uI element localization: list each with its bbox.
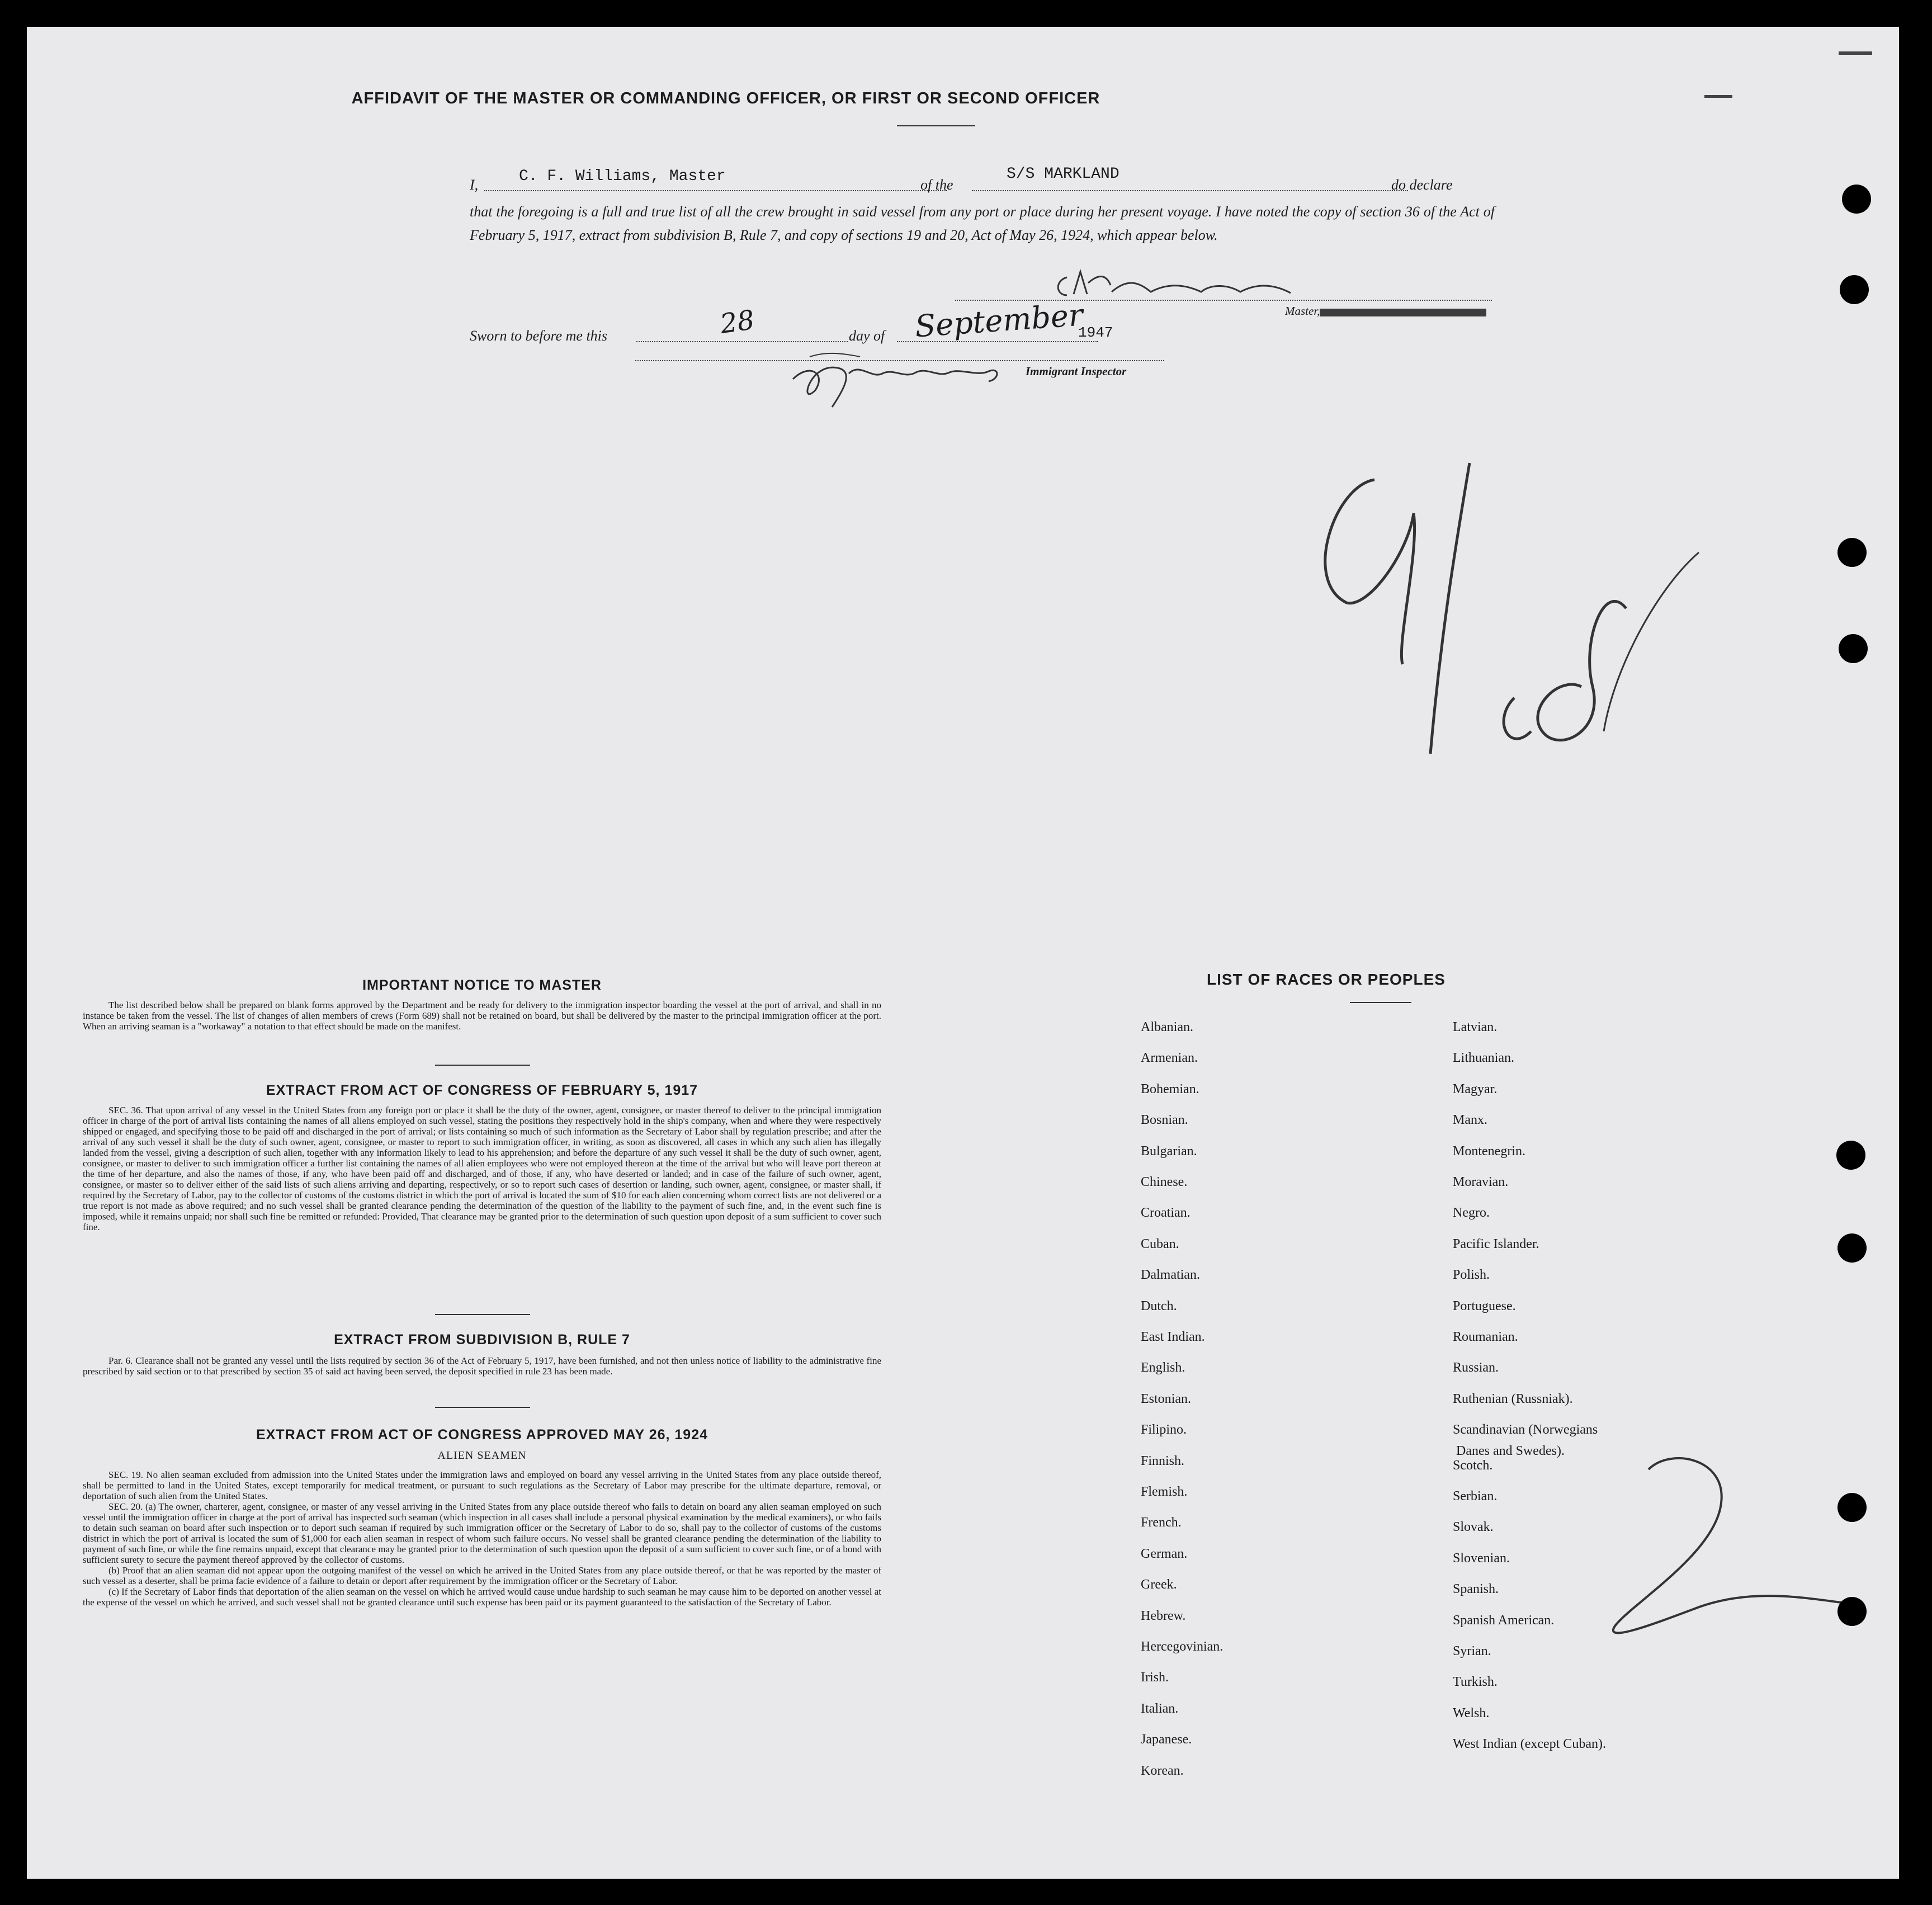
race-item: Pacific Islander.	[1453, 1236, 1539, 1251]
race-item: German.	[1141, 1546, 1188, 1561]
corner-mark-2	[1704, 95, 1732, 98]
notice-text	[83, 1000, 881, 1032]
handwritten-count-mark	[1581, 1436, 1872, 1654]
race-item: Irish.	[1141, 1670, 1169, 1685]
sworn-label: Sworn to before me this	[470, 328, 608, 344]
race-item: Russian.	[1453, 1360, 1499, 1375]
master-signature	[1045, 261, 1313, 311]
race-item: English.	[1141, 1360, 1185, 1375]
day-of-label: day of	[849, 328, 885, 344]
race-item: Filipino.	[1141, 1422, 1187, 1438]
race-item: Negro.	[1453, 1206, 1490, 1221]
race-item: West Indian (except Cuban).	[1453, 1737, 1606, 1752]
race-item: Flemish.	[1141, 1485, 1188, 1499]
binder-hole	[1842, 185, 1871, 214]
extract-1924-text	[83, 1469, 881, 1608]
race-item-continued: Danes and Swedes).	[1456, 1443, 1565, 1458]
extract-1917-text	[83, 1105, 881, 1232]
race-item: Dalmatian.	[1141, 1268, 1200, 1283]
race-item: East Indian.	[1141, 1330, 1205, 1344]
race-item: Turkish.	[1453, 1675, 1498, 1690]
notice-rule	[435, 1065, 530, 1066]
race-item: Finnish.	[1141, 1453, 1185, 1468]
vessel-name-field: S/S MARKLAND	[1007, 166, 1119, 183]
race-item: Spanish.	[1453, 1582, 1499, 1597]
extract-1917-rule	[435, 1314, 530, 1315]
race-item: Italian.	[1141, 1701, 1179, 1716]
race-item: Bulgarian.	[1141, 1143, 1197, 1159]
race-item: Scotch.	[1453, 1458, 1493, 1473]
race-item: Slovenian.	[1453, 1551, 1510, 1566]
section-20c-paragraph: (c) If the Secretary of Labor finds that deportation of the alien seaman on the vessel on which he arrived would cause undue hardship to such seaman he may cause him to be deported on another vessel at the expense of the vessel on which he arrived, and such vessel shall not be granted clearance until such expense has been paid or its payment guaranteed to the satisfaction of the Secretary of Labor.	[83, 1586, 881, 1608]
document-sheet	[27, 27, 1899, 1879]
race-item: Syrian.	[1453, 1644, 1491, 1658]
race-item: Armenian.	[1141, 1051, 1198, 1066]
race-item: Albanian.	[1141, 1020, 1193, 1034]
race-item: Montenegrin.	[1453, 1143, 1525, 1159]
race-item: Polish.	[1453, 1268, 1490, 1283]
race-item: Greek.	[1141, 1577, 1177, 1592]
notice-paragraph: The list described below shall be prepared on blank forms approved by the Department and be ready for delivery to the immigration inspector boarding the vessel at the port of arrival, and shall in no instance be taken from the vessel. The list of changes of alien members of crews (Form 689) shall not be retained on board, but shall be delivered by the master to the principal immigration officer at the port. When an arriving seaman is a "workaway" a notation to that effect should be made on the manifest.	[83, 1000, 881, 1032]
race-item: Manx.	[1453, 1113, 1487, 1128]
binder-hole	[1836, 1141, 1865, 1170]
race-item: Magyar.	[1453, 1081, 1498, 1096]
extract-rule7-title: EXTRACT FROM SUBDIVISION B, RULE 7	[334, 1332, 630, 1348]
affidavit-title: AFFIDAVIT OF THE MASTER OR COMMANDING OFFICER, OR FIRST OR SECOND OFFICER	[351, 89, 1100, 107]
extract-rule7-text	[83, 1355, 881, 1377]
race-item: Chinese.	[1141, 1175, 1188, 1189]
name-line	[484, 190, 947, 191]
race-item: Dutch.	[1141, 1298, 1177, 1313]
handwritten-date-mark	[1313, 441, 1738, 787]
race-item: Lithuanian.	[1453, 1051, 1514, 1066]
inspector-label: Immigrant Inspector	[1026, 365, 1127, 378]
alien-seamen-subtitle: ALIEN SEAMEN	[437, 1449, 527, 1462]
rule-7-paragraph: Par. 6. Clearance shall not be granted any vessel until the lists required by section 36 of the Act of February 5, 1917, have been furnished, and not then unless notice of liability to the administrative fine prescribed by said section or to that prescribed by section 35 of said act having been served, the deposit specified in rule 23 has been made.	[83, 1355, 881, 1377]
extract-1917-title: EXTRACT FROM ACT OF CONGRESS OF FEBRUARY 5, 1917	[266, 1083, 698, 1098]
race-item: Estonian.	[1141, 1391, 1191, 1406]
extract-1924-title: EXTRACT FROM ACT OF CONGRESS APPROVED MAY 26, 1924	[256, 1427, 708, 1443]
section-19-paragraph: SEC. 19. No alien seaman excluded from admission into the United States under the immigration laws and employed on board any vessel arriving in the United States from any place outside thereof, shall be permitted to land in the United States, except temporarily for medical treatment, or pursuant to such regulations as the Secretary of Labor may prescribe for the ultimate departure, removal, or deportation of such alien from the United States.	[83, 1469, 881, 1501]
affidavit-i-label: I,	[470, 177, 479, 193]
race-item: Hebrew.	[1141, 1608, 1186, 1623]
race-item: Latvian.	[1453, 1020, 1498, 1034]
race-item: French.	[1141, 1515, 1182, 1530]
binder-hole	[1840, 275, 1869, 304]
race-item: Ruthenian (Russniak).	[1453, 1391, 1573, 1406]
race-item: Croatian.	[1141, 1206, 1191, 1221]
race-item: Korean.	[1141, 1763, 1184, 1778]
race-item: Cuban.	[1141, 1236, 1179, 1251]
race-item: Portuguese.	[1453, 1298, 1516, 1313]
extract-rule7-rule	[435, 1407, 530, 1408]
notice-title: IMPORTANT NOTICE TO MASTER	[362, 977, 602, 993]
race-item: Spanish American.	[1453, 1613, 1555, 1628]
binder-hole	[1837, 1233, 1867, 1263]
race-item: Bohemian.	[1141, 1081, 1199, 1096]
master-name-field: C. F. Williams, Master	[519, 168, 726, 185]
section-36-paragraph: SEC. 36. That upon arrival of any vessel in the United States from any foreign port or place it shall be the duty of the owner, agent, consignee, or master thereof to deliver to the principal immigration officer in charge of the port of arrival lists containing the names of all aliens employed on such vessel, stating the positions they respectively hold in the ship's company, when and where they were respectively shipped or engaged, and specifying those to be paid off and discharged in the port of arrival; or lists containing so much of such information as the Secretary of Labor shall by regulation prescribe; and after the arrival of any such vessel it shall be the duty of such owner, agent, consignee, or master to report to such immigration officer, in writing, as soon as discovered, all cases in which any such alien has illegally landed from the vessel, giving a description of such alien, together with any information likely to lead to his apprehension; and before the departure of any such vessel it shall be the duty of such owner, agent, consignee, or master to deliver to such immigration officer a further list containing the names of all alien employees who were not employed thereon at the time of the arrival but who will leave port thereon at the time of her departure, and also the names of those, if any, who have been paid off and discharged, and of those, if any, who have deserted or landed; and in case of the failure of such owner, agent, consignee, or master so to deliver either of the said lists of such aliens arriving and departing, respectively, or so to report such cases of desertion or landing, such owner, agent, consignee, or master shall, if required by the Secretary of Labor, pay to the collector of customs of the customs district in which the port of arrival is located the sum of $10 for each alien concerning whom correct lists are not delivered or a true report is not made as above required; and no such vessel shall be granted clearance pending the determination of the question of the liability to the payment of such fine, and, in the event such fine is imposed, while it remains unpaid; nor shall such fine be remitted or refunded: Provided, That clearance may be granted prior to the determination of such question upon deposit of a sum sufficient to cover such fine.	[83, 1105, 881, 1232]
declaration-text: that the foregoing is a full and true list of all the crew brought in said vessel from any port or place during her present voyage. I have noted the copy of section 36 of the Act of February 5, 1917, extract from subdivision B, Rule 7, and copy of sections 19 and 20, Act of May 26, 1924, which appear below.	[470, 204, 1495, 243]
binder-hole	[1837, 1597, 1867, 1626]
races-title: LIST OF RACES OR PEOPLES	[1207, 971, 1446, 988]
binder-hole	[1839, 634, 1868, 663]
sworn-month: September	[914, 297, 1084, 344]
section-20b-paragraph: (b) Proof that an alien seaman did not appear upon the outgoing manifest of the vessel on which he arrived in the United States from any place outside thereof, or that he was reported by the master of such vessel as a deserter, shall be prima facie evidence of a failure to detain or deport after requirement by the immigration officer or the Secretary of Labor.	[83, 1565, 881, 1586]
section-20a-paragraph: SEC. 20. (a) The owner, charterer, agent, consignee, or master of any vessel arriving in the United States from any place outside thereof who fails to detain on board any alien seaman employed on such vessel until the immigration officer in charge at the port of arrival has inspected such seaman (which inspection in all cases shall include a personal physical examination by the medical examiners), or who fails to detain such seaman on board after such inspection or to deport such seaman if required by such immigration officer or the Secretary of Labor to do so, shall pay to the collector of customs of the customs district in which the port of arrival is located the sum of $1,000 for each alien seaman in respect of whom such failure occurs. No vessel shall be granted clearance pending the determination of the liability to payment of such fine, or while the fine remains unpaid, except that clearance may be granted prior to the determination of such question upon the deposit of a sum sufficient to cover such fine, or of a bond with sufficient surety to secure the payment thereof approved by the collector of customs.	[83, 1501, 881, 1565]
title-rule	[897, 125, 975, 126]
vessel-line	[972, 190, 1408, 191]
master-label: Master,	[1285, 304, 1320, 318]
race-item: Hercegovinian.	[1141, 1639, 1224, 1654]
race-item: Moravian.	[1453, 1175, 1509, 1189]
sworn-day: 28	[718, 304, 757, 340]
inspector-signature	[776, 340, 1011, 413]
race-item: Scandinavian (Norwegians	[1453, 1422, 1598, 1438]
corner-mark	[1839, 51, 1872, 55]
race-item: Welsh.	[1453, 1705, 1490, 1720]
race-item: Serbian.	[1453, 1489, 1498, 1504]
binder-hole	[1837, 538, 1867, 567]
sworn-year: 1947	[1078, 324, 1113, 341]
of-the-label: of the	[920, 177, 953, 193]
race-item: Roumanian.	[1453, 1330, 1518, 1344]
race-item: Slovak.	[1453, 1520, 1494, 1535]
do-declare-label: do declare	[1391, 177, 1453, 193]
races-rule	[1350, 1002, 1411, 1003]
binder-hole	[1837, 1493, 1867, 1522]
race-item: Bosnian.	[1141, 1113, 1188, 1128]
race-item: Japanese.	[1141, 1732, 1192, 1747]
struck-out-text	[1320, 309, 1486, 316]
